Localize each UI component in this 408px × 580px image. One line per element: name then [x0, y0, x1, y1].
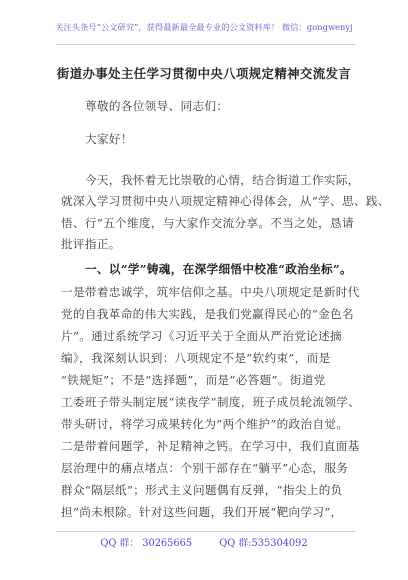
greeting: 大家好！ [85, 132, 133, 146]
footer-divider [56, 531, 356, 532]
intro-line: 就深入学习贯彻中央八项规定精神心得体会，从“学、思、践、 [61, 194, 390, 208]
salutation: 尊敬的各位领导、同志们： [85, 99, 229, 113]
intro-line: 悟、行”五个维度，与大家作交流分享。不当之处，恳请 [61, 216, 354, 230]
footer [0, 535, 408, 549]
header-divider [56, 44, 356, 45]
body-line: 编》，我深刻认识到：八项规定不是“软约束”，而是 [61, 351, 331, 365]
body-line: 党的自我革命的伟大实践，是我们党赢得民心的“金色名 [61, 307, 354, 321]
intro-line: 今天，我怀着无比崇敬的心情，结合街道工作实际， [85, 173, 360, 187]
section-heading: 一、以“学”铸魂，在深学细悟中校准“政治坐标”。 [85, 262, 352, 276]
body-line: 片”。通过系统学习《习近平关于全面从严治党论述摘 [61, 329, 342, 343]
body-line: 二是带着问题学，补足精神之钙。在学习中，我们直面基 [61, 439, 360, 453]
body-line: 层治理中的痛点堵点：个别干部存在“躺平”心态，服务 [61, 461, 349, 475]
body-line: 工委班子带头制定展“读夜学”制度，班子成员轮流领学、 [61, 395, 361, 409]
body-line: 带头研讨，将学习成果转化为“两个维护”的政治自觉。 [61, 417, 349, 431]
body-line: “铁规矩”；不是“选择题”，而是“必答题”。街道党 [61, 373, 326, 387]
intro-line: 批评指正。 [61, 237, 121, 251]
body-line: 担”尚未根除。针对这些问题，我们开展“靶向学习”， [61, 505, 343, 519]
footer-qq-group-1: QQ 群： 30265665 [100, 538, 193, 549]
body-line: 一是带着忠诚学，筑牢信仰之基。中央八项规定是新时代 [61, 285, 360, 299]
header-promo-text: 关注头条号“公文研究”，获得最新最全最专业的公文资料库！ 微信：gongwenyj [55, 22, 353, 32]
body-line: 群众“隔层纸”；形式主义问题偶有反弹，“指尖上的负 [61, 483, 343, 497]
footer-qq-group-2: QQ 群:535304092 [219, 538, 308, 549]
document-title: 街道办事处主任学习贯彻中央八项规定精神交流发言 [56, 66, 352, 81]
